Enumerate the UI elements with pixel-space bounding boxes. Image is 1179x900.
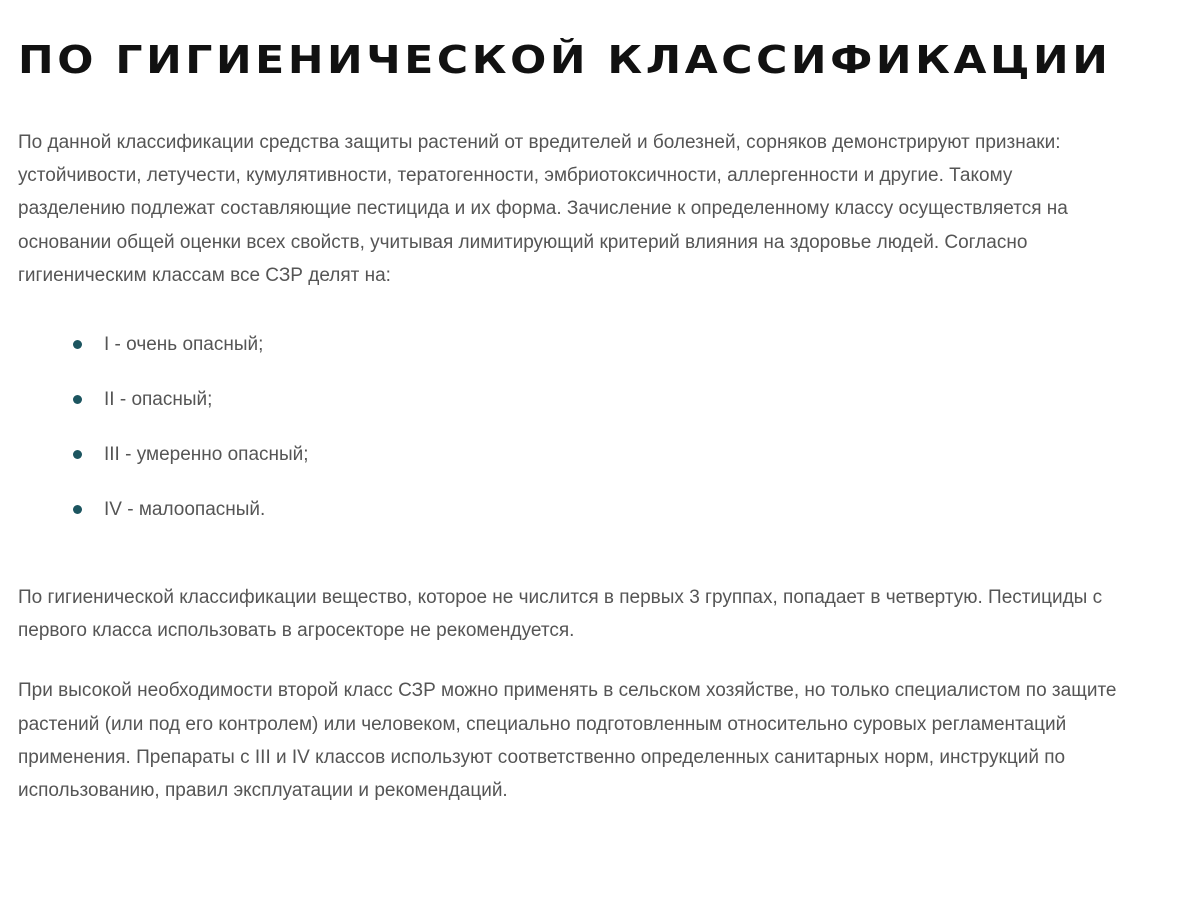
list-item-class-4 (73, 482, 1128, 537)
list-item-class-1 (73, 317, 1128, 372)
paragraph-fourth-class: По гигиенической классификации вещество, которое не числится в первых 3 группах, попадает в четвертую. Пестициды с первого класса использовать в агросекторе не рекомендуется. (18, 587, 1103, 642)
bullet-icon (73, 395, 82, 404)
paragraph-usage: При высокой необходимости второй класс СЗР можно применять в сельском хозяйстве, но только специалистом по защите растений (или под его контролем) или человеком, специально подготовленным относительно суровых регламентаций применения. Препараты с III и IV классов используют соответственно определенных санитарных норм, инструкций по использованию, правил эксплуатации и рекомендаций. (18, 680, 1117, 802)
article (18, 36, 1128, 807)
bullet-icon (73, 505, 82, 514)
list-item-text: III - умеренно опасный; (104, 444, 309, 466)
list-item-text: II - опасный; (104, 389, 213, 411)
hazard-class-list (18, 317, 1128, 537)
list-item-class-3 (73, 427, 1128, 482)
intro-paragraph: По данной классификации средства защиты растений от вредителей и болезней, сорняков демонстрируют признаки: устойчивости, летучести, кумулятивности, тератогенности, эмбриотоксичности, аллергенности и другие. Такому разделению подлежат составляющие пестицида и их форма. Зачисление к определенному классу осуществляется на основании общей оценки всех свойств, учитывая лимитирующий критерий влияния на здоровье людей. Согласно гигиеническим классам все СЗР делят на: (18, 132, 1068, 286)
list-item-class-2 (73, 372, 1128, 427)
bullet-icon (73, 340, 82, 349)
list-item-text: IV - малоопасный. (104, 499, 266, 521)
bullet-icon (73, 450, 82, 459)
page-title: ПО ГИГИЕНИЧЕСКОЙ КЛАССИФИКАЦИИ (18, 38, 1112, 82)
list-item-text: I - очень опасный; (104, 334, 264, 356)
